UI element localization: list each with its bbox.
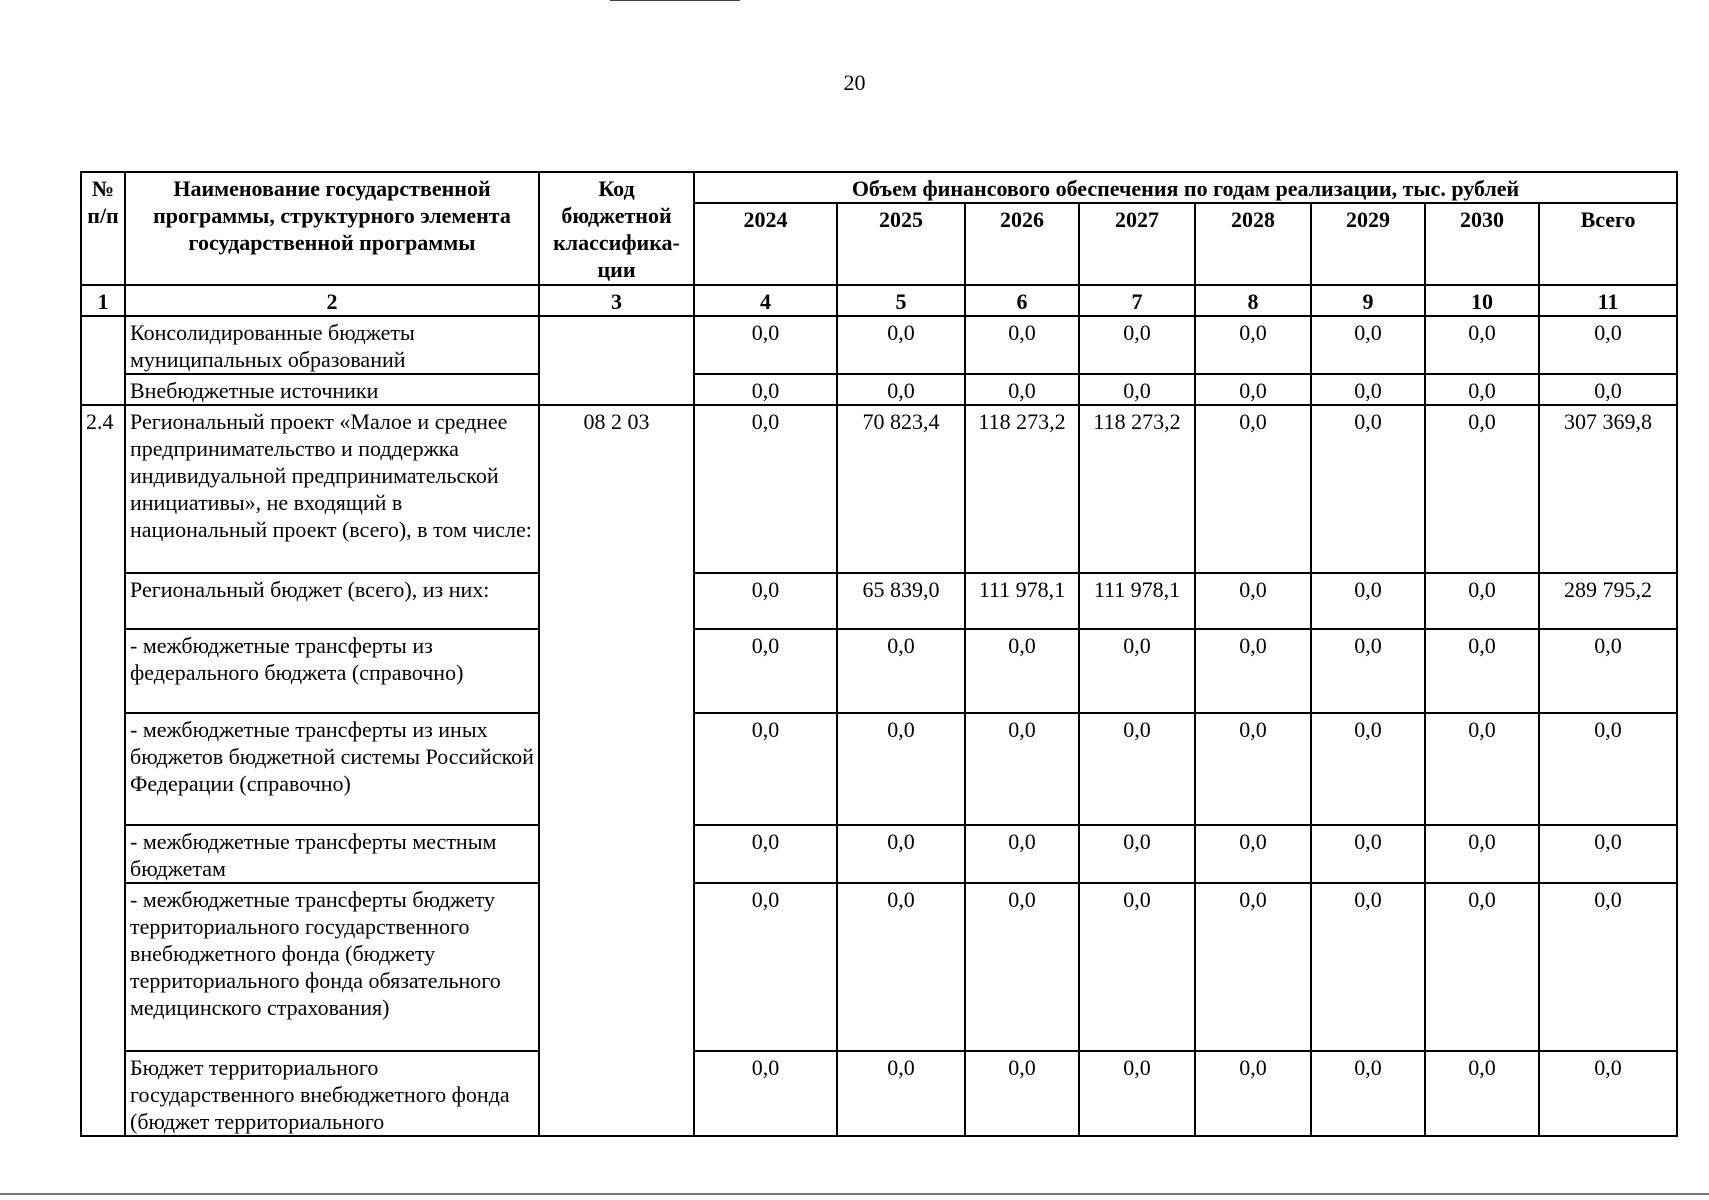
header-year: 2028: [1195, 203, 1311, 285]
row-number: 2.4: [81, 405, 125, 1136]
column-number: 6: [965, 285, 1079, 316]
value-cell: 111 978,1: [965, 573, 1079, 629]
value-cell: 0,0: [1311, 405, 1425, 573]
value-cell: 0,0: [1425, 629, 1539, 713]
value-cell: 0,0: [694, 629, 837, 713]
value-cell: 0,0: [965, 825, 1079, 883]
value-cell: 118 273,2: [1079, 405, 1195, 573]
value-cell: 0,0: [1079, 883, 1195, 1051]
value-cell: 0,0: [1195, 629, 1311, 713]
header-funding: Объем финансового обеспечения по годам реализации, тыс. рублей: [694, 172, 1677, 203]
value-cell: 0,0: [694, 374, 837, 405]
value-cell: 70 823,4: [837, 405, 965, 573]
value-cell: 0,0: [1539, 316, 1677, 374]
value-cell: 0,0: [965, 713, 1079, 825]
column-number: 7: [1079, 285, 1195, 316]
row-name: Внебюджетные источники: [125, 374, 539, 405]
header-name: Наименование государственной программы, структурного элемента государственной программы: [125, 172, 539, 285]
value-cell: 0,0: [965, 1051, 1079, 1136]
row-name: Региональный проект «Малое и среднее предпринимательство и поддержка индивидуальной предпринимательской инициативы», не входящий в национальный проект (всего), в том числе:: [125, 405, 539, 573]
value-cell: 0,0: [1311, 316, 1425, 374]
value-cell: 0,0: [1311, 713, 1425, 825]
header-num: № п/п: [81, 172, 125, 285]
value-cell: 0,0: [1425, 825, 1539, 883]
value-cell: 0,0: [837, 316, 965, 374]
page-number: 20: [843, 70, 866, 95]
row-name: - межбюджетные трансферты местным бюджетам: [125, 825, 539, 883]
column-number: 9: [1311, 285, 1425, 316]
row-name: Консолидированные бюджеты муниципальных образований: [125, 316, 539, 374]
value-cell: 0,0: [965, 883, 1079, 1051]
value-cell: 0,0: [694, 713, 837, 825]
value-cell: 0,0: [1079, 316, 1195, 374]
value-cell: 0,0: [1425, 374, 1539, 405]
value-cell: 0,0: [1311, 825, 1425, 883]
value-cell: 0,0: [1195, 573, 1311, 629]
value-cell: 0,0: [694, 1051, 837, 1136]
value-cell: 0,0: [1079, 629, 1195, 713]
table-row: [81, 629, 1677, 713]
value-cell: 0,0: [694, 883, 837, 1051]
value-cell: 0,0: [1195, 316, 1311, 374]
value-cell: 118 273,2: [965, 405, 1079, 573]
column-number: 3: [539, 285, 694, 316]
value-cell: 0,0: [1079, 374, 1195, 405]
value-cell: 0,0: [965, 374, 1079, 405]
budget-table: [80, 171, 1678, 1137]
value-cell: 0,0: [837, 374, 965, 405]
value-cell: 0,0: [1195, 374, 1311, 405]
column-number: 1: [81, 285, 125, 316]
row-number: [81, 316, 125, 405]
header-row-1: [81, 172, 1677, 203]
header-year: 2030: [1425, 203, 1539, 285]
value-cell: 0,0: [1425, 405, 1539, 573]
value-cell: 0,0: [1539, 1051, 1677, 1136]
value-cell: 0,0: [1195, 1051, 1311, 1136]
header-code: Код бюджетной классифика-ции: [539, 172, 694, 285]
value-cell: 0,0: [694, 405, 837, 573]
scan-artifact-top: [610, 0, 740, 1]
value-cell: 0,0: [1079, 713, 1195, 825]
column-number: 11: [1539, 285, 1677, 316]
table-row: [81, 713, 1677, 825]
row-name: Бюджет территориального государственного внебюджетного фонда (бюджет территориального: [125, 1051, 539, 1136]
value-cell: 0,0: [837, 1051, 965, 1136]
value-cell: 0,0: [1079, 825, 1195, 883]
value-cell: 0,0: [837, 883, 965, 1051]
value-cell: 0,0: [1195, 825, 1311, 883]
value-cell: 111 978,1: [1079, 573, 1195, 629]
value-cell: 289 795,2: [1539, 573, 1677, 629]
table-row: [81, 374, 1677, 405]
value-cell: 0,0: [1195, 405, 1311, 573]
value-cell: 0,0: [837, 825, 965, 883]
header-year: 2026: [965, 203, 1079, 285]
value-cell: 0,0: [1311, 883, 1425, 1051]
value-cell: 0,0: [1539, 825, 1677, 883]
value-cell: 0,0: [1311, 629, 1425, 713]
value-cell: 0,0: [965, 316, 1079, 374]
value-cell: 0,0: [1425, 713, 1539, 825]
value-cell: 0,0: [1539, 713, 1677, 825]
value-cell: 65 839,0: [837, 573, 965, 629]
value-cell: 0,0: [965, 629, 1079, 713]
row-name: Региональный бюджет (всего), из них:: [125, 573, 539, 629]
column-number-row: [81, 285, 1677, 316]
column-number: 4: [694, 285, 837, 316]
value-cell: 0,0: [1195, 883, 1311, 1051]
header-year: 2024: [694, 203, 837, 285]
table-row: [81, 1051, 1677, 1136]
value-cell: 0,0: [1425, 1051, 1539, 1136]
value-cell: 0,0: [694, 825, 837, 883]
header-total: Всего: [1539, 203, 1677, 285]
value-cell: 0,0: [1425, 316, 1539, 374]
column-number: 2: [125, 285, 539, 316]
value-cell: 0,0: [1311, 1051, 1425, 1136]
row-name: - межбюджетные трансферты из иных бюджетов бюджетной системы Российской Федерации (справочно): [125, 713, 539, 825]
header-year: 2025: [837, 203, 965, 285]
value-cell: 0,0: [1539, 629, 1677, 713]
row-name: - межбюджетные трансферты бюджету территориального государственного внебюджетного фонда (бюджету территориального фонда обязательного медицинского страхования): [125, 883, 539, 1051]
table-row: [81, 573, 1677, 629]
column-number: 8: [1195, 285, 1311, 316]
value-cell: 0,0: [1195, 713, 1311, 825]
row-code: 08 2 03: [539, 405, 694, 1136]
value-cell: 0,0: [837, 713, 965, 825]
row-name: - межбюджетные трансферты из федерального бюджета (справочно): [125, 629, 539, 713]
scan-artifact-bottom: [0, 1193, 1709, 1195]
table-row: [81, 316, 1677, 374]
value-cell: 0,0: [1425, 883, 1539, 1051]
value-cell: 0,0: [1425, 573, 1539, 629]
column-number: 5: [837, 285, 965, 316]
table-row: [81, 405, 1677, 573]
table-row: [81, 825, 1677, 883]
value-cell: 0,0: [1311, 573, 1425, 629]
column-number: 10: [1425, 285, 1539, 316]
value-cell: 0,0: [1311, 374, 1425, 405]
header-year: 2027: [1079, 203, 1195, 285]
value-cell: 0,0: [1079, 1051, 1195, 1136]
value-cell: 0,0: [694, 316, 837, 374]
value-cell: 0,0: [694, 573, 837, 629]
header-year: 2029: [1311, 203, 1425, 285]
value-cell: 0,0: [837, 629, 965, 713]
value-cell: 0,0: [1539, 374, 1677, 405]
row-code: [539, 316, 694, 405]
table-row: [81, 883, 1677, 1051]
value-cell: 307 369,8: [1539, 405, 1677, 573]
value-cell: 0,0: [1539, 883, 1677, 1051]
